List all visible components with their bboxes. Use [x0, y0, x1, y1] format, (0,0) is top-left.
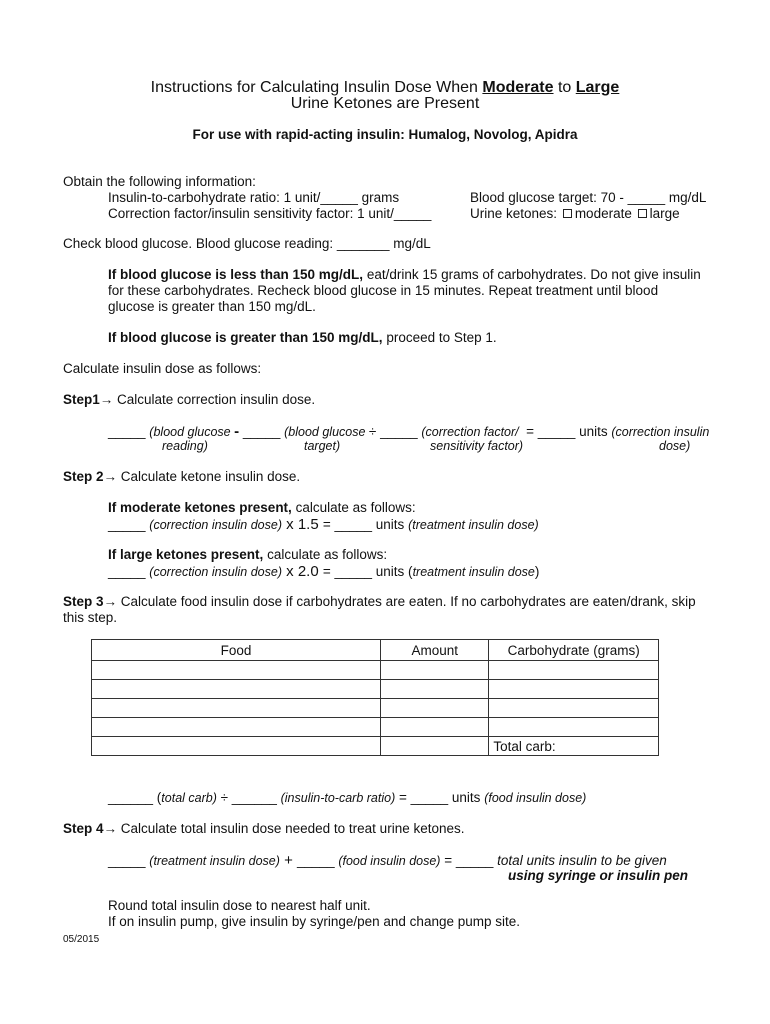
step3-heading: Step 3→ Calculate food insulin dose if carbohydrates are eaten. If no carbohydrates are eaten/drank, skip: [63, 594, 696, 609]
moderate-keyword: Moderate: [482, 79, 554, 96]
col-header-amount: Amount: [381, 640, 489, 661]
moderate-ketones-formula[interactable]: _____ (correction insulin dose) x 1.5 = _____ units (treatment insulin dose): [108, 516, 539, 533]
large-checkbox[interactable]: [638, 209, 647, 218]
moderate-checkbox[interactable]: [563, 209, 572, 218]
step1-label-dose: dose): [659, 439, 691, 453]
food-table: [91, 639, 659, 756]
col-header-carbs: Carbohydrate (grams): [489, 640, 659, 661]
table-row[interactable]: [92, 680, 659, 699]
food-cell[interactable]: [92, 699, 381, 718]
food-cell[interactable]: [92, 718, 381, 737]
urine-ketones-row: Urine ketones: moderate large: [470, 206, 680, 221]
food-insulin-formula[interactable]: ______ (total carb) ÷ ______ (insulin-to-carb ratio) = _____ units (food insulin dose): [108, 790, 587, 805]
table-total-row[interactable]: [92, 737, 659, 756]
low-glucose-line2: for these carbohydrates. Recheck blood glucose in 15 minutes. Repeat treatment until blood: [108, 283, 659, 298]
table-row[interactable]: [92, 699, 659, 718]
total-empty-cell: [381, 737, 489, 756]
moderate-ketones-heading: If moderate ketones present, calculate as follows:: [108, 500, 416, 515]
step1-label-reading: reading): [162, 439, 208, 453]
large-ketones-formula[interactable]: _____ (correction insulin dose) x 2.0 = _____ units (treatment insulin dose): [108, 563, 540, 580]
step1-formula[interactable]: _____ (blood glucose - _____ (blood glucose ÷ _____ (correction factor/ = _____ units (correction insulin: [108, 423, 710, 440]
total-carb-cell[interactable]: Total carb:: [489, 737, 659, 756]
amount-cell[interactable]: [381, 699, 489, 718]
col-header-food: Food: [92, 640, 381, 661]
carb-cell[interactable]: [489, 680, 659, 699]
food-cell[interactable]: [92, 661, 381, 680]
amount-cell[interactable]: [381, 718, 489, 737]
low-glucose-line3: glucose is greater than 150 mg/dL.: [108, 299, 316, 314]
page-subtitle: For use with rapid-acting insulin: Humalog, Novolog, Apidra: [192, 127, 578, 142]
step1-label-sensitivity: sensitivity factor): [430, 439, 524, 453]
pump-instruction: If on insulin pump, give insulin by syringe/pen and change pump site.: [108, 914, 521, 929]
step1-heading: Step1→ Calculate correction insulin dose.: [63, 392, 316, 407]
step3-heading-cont: this step.: [63, 610, 118, 625]
high-glucose-line: If blood glucose is greater than 150 mg/dL, proceed to Step 1.: [108, 330, 497, 345]
page-title-line2: Urine Ketones are Present: [290, 95, 480, 112]
amount-cell[interactable]: [381, 661, 489, 680]
table-header-row: [92, 640, 659, 661]
page-title-line1: Instructions for Calculating Insulin Dose When Moderate to Large: [150, 79, 620, 96]
glucose-target-field[interactable]: Blood glucose target: 70 - _____ mg/dL: [470, 190, 707, 205]
round-instruction: Round total insulin dose to nearest half unit.: [108, 898, 371, 913]
correction-factor-field[interactable]: Correction factor/insulin sensitivity factor: 1 unit/_____: [108, 206, 432, 221]
step2-heading: Step 2→ Calculate ketone insulin dose.: [63, 469, 301, 484]
total-empty-cell: [92, 737, 381, 756]
ratio-field[interactable]: Insulin-to-carbohydrate ratio: 1 unit/_____ grams: [108, 190, 400, 205]
carb-cell[interactable]: [489, 661, 659, 680]
total-insulin-formula[interactable]: _____ (treatment insulin dose) + _____ (food insulin dose) = _____ total units insulin to be given: [108, 852, 667, 869]
footer-date: 05/2015: [63, 934, 100, 945]
check-glucose-line[interactable]: Check blood glucose. Blood glucose reading: _______ mg/dL: [63, 236, 431, 251]
step1-label-target: target): [304, 439, 341, 453]
carb-cell[interactable]: [489, 718, 659, 737]
low-glucose-line1: If blood glucose is less than 150 mg/dL, eat/drink 15 grams of carbohydrates. Do not give insulin: [108, 267, 701, 282]
large-ketones-heading: If large ketones present, calculate as follows:: [108, 547, 388, 562]
calc-intro: Calculate insulin dose as follows:: [63, 361, 262, 376]
step4-heading: Step 4→ Calculate total insulin dose needed to treat urine ketones.: [63, 821, 465, 836]
table-row[interactable]: [92, 661, 659, 680]
carb-cell[interactable]: [489, 699, 659, 718]
table-row[interactable]: [92, 718, 659, 737]
food-cell[interactable]: [92, 680, 381, 699]
amount-cell[interactable]: [381, 680, 489, 699]
syringe-note: using syringe or insulin pen: [508, 868, 689, 883]
info-heading: Obtain the following information:: [63, 174, 256, 189]
large-keyword: Large: [575, 79, 620, 96]
